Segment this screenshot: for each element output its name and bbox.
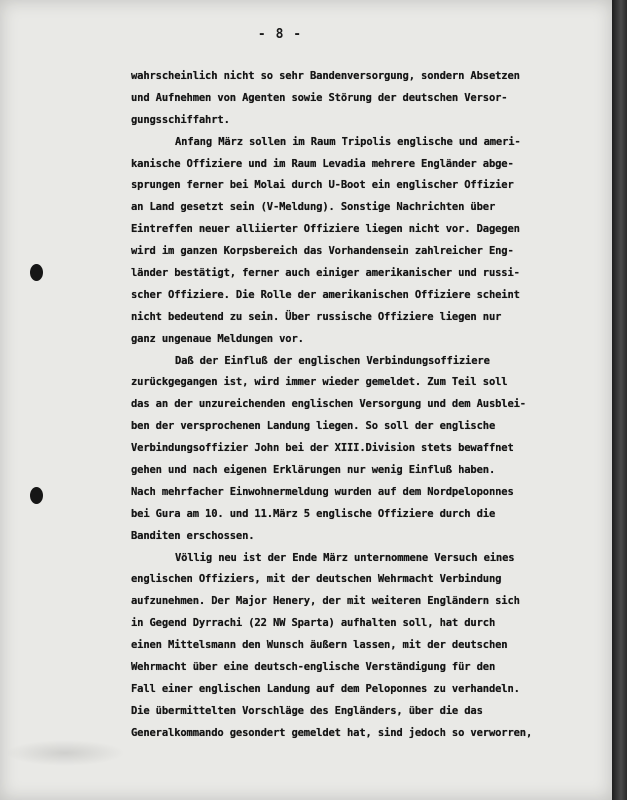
text-line: das an der unzureichenden englischen Versorgung und dem Ausblei- [131, 398, 526, 411]
text-line: Eintreffen neuer alliierter Offiziere liegen nicht vor. Dagegen [131, 223, 520, 236]
text-line: englischen Offiziers, mit der deutschen Wehrmacht Verbindung [131, 573, 502, 586]
text-line: aufzunehmen. Der Major Henery, der mit weiteren Engländern sich [131, 595, 520, 608]
text-line: Daß der Einfluß der englischen Verbindungsoffiziere [175, 354, 490, 367]
text-line: einen Mittelsmann den Wunsch äußern lassen, mit der deutschen [131, 639, 508, 652]
typed-text-body [131, 66, 591, 745]
text-line: gehen und nach eigenen Erklärungen nur wenig Einfluß haben. [131, 464, 496, 477]
page-number: - 8 - [257, 27, 303, 42]
text-line: Völlig neu ist der Ende März unternommene Versuch eines [175, 551, 515, 564]
text-line: wird im ganzen Korpsbereich das Vorhandensein zahlreicher Eng- [131, 245, 514, 258]
text-line: länder bestätigt, ferner auch einiger amerikanischer und russi- [131, 267, 520, 280]
text-line: an Land gesetzt sein (V-Meldung). Sonstige Nachrichten über [131, 201, 496, 214]
text-line: sprungen ferner bei Molai durch U-Boot ein englischer Offizier [131, 179, 514, 192]
text-line: Nach mehrfacher Einwohnermeldung wurden auf dem Nordpeloponnes [131, 485, 514, 498]
text-line: scher Offiziere. Die Rolle der amerikanischen Offiziere scheint [131, 288, 520, 301]
punch-hole-bottom [30, 487, 43, 504]
text-line: Anfang März sollen im Raum Tripolis englische und ameri- [175, 135, 521, 148]
scanner-edge [612, 0, 627, 800]
text-line: Verbindungsoffizier John bei der XIII.Division stets bewaffnet [131, 442, 514, 455]
text-line: wahrscheinlich nicht so sehr Bandenversorgung, sondern Absetzen [131, 70, 520, 82]
text-line: ganz ungenaue Meldungen vor. [131, 332, 304, 345]
text-line: ben der versprochenen Landung liegen. So soll der englische [131, 420, 496, 433]
text-line: gungsschiffahrt. [131, 113, 230, 126]
scan-smudge [5, 740, 125, 766]
text-line: Fall einer englischen Landung auf dem Peloponnes zu verhandeln. [131, 682, 520, 695]
text-line: und Aufnehmen von Agenten sowie Störung der deutschen Versor- [131, 91, 508, 104]
text-line: Banditen erschossen. [131, 529, 255, 542]
text-line: kanische Offiziere und im Raum Levadia mehrere Engländer abge- [131, 157, 514, 170]
text-line: in Gegend Dyrrachi (22 NW Sparta) aufhalten soll, hat durch [131, 617, 496, 630]
text-line: Die übermittelten Vorschläge des Engländers, über die das [131, 704, 483, 717]
text-line: bei Gura am 10. und 11.März 5 englische Offiziere durch die [131, 507, 496, 520]
text-line: Generalkommando gesondert gemeldet hat, sind jedoch so verworren, [131, 726, 533, 739]
text-line: nicht bedeutend zu sein. Über russische Offiziere liegen nur [131, 310, 502, 323]
text-line: zurückgegangen ist, wird immer wieder gemeldet. Zum Teil soll [131, 376, 508, 389]
text-line: Wehrmacht über eine deutsch-englische Verständigung für den [131, 661, 496, 674]
punch-hole-top [30, 264, 43, 281]
